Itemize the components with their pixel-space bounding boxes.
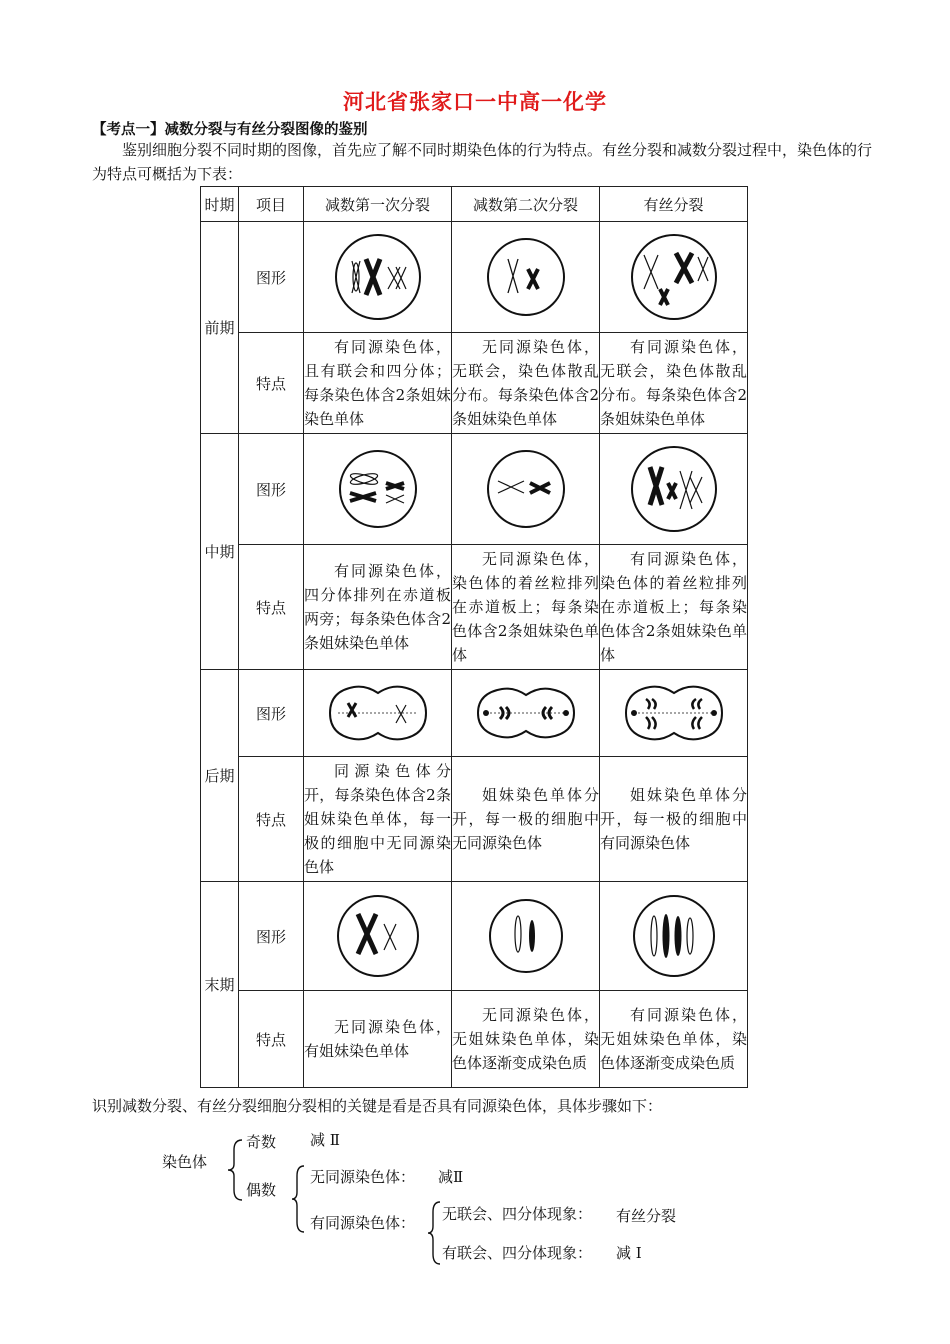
feature-cell: [452, 545, 600, 670]
period-prophase: 前期: [201, 222, 239, 434]
feature-cell: [600, 333, 748, 434]
figure-cell: [452, 670, 600, 757]
feature-cell: [304, 333, 452, 434]
tree-odd: 奇数: [246, 1133, 277, 1151]
intro-paragraph: 鉴别细胞分裂不同时期的图像，首先应了解不同时期染色体的行为特点。有丝分裂和减数分裂过程中，染色体的行为特点可概括为下表：: [92, 141, 873, 183]
comparison-table: [200, 186, 748, 1088]
feature-text: 姐妹染色单体分开，每一极的细胞中无同源染色体: [452, 786, 599, 852]
feature-cell: [304, 757, 452, 882]
fig-label: 图形: [239, 222, 304, 333]
feature-cell: [304, 991, 452, 1088]
feature-text: 有同源染色体，四分体排列在赤道板两旁；每条染色体含2条姐妹染色单体: [304, 562, 451, 652]
tree-has-synapsis: 有联会、四分体现象：: [442, 1244, 593, 1262]
anaphase-meiosis2-figure: [474, 683, 578, 743]
feature-text: 有同源染色体，染色体的着丝粒排列在赤道板上；每条染色体含2条姐妹染色单体: [600, 550, 747, 664]
feature-text: 有同源染色体，无姐妹染色单体，染色体逐渐变成染色质: [600, 1006, 747, 1072]
figure-cell: [452, 222, 600, 333]
page-title: 河北省张家口一中高一化学: [343, 90, 607, 114]
feature-text: 无同源染色体，无姐妹染色单体，染色体逐渐变成染色质: [452, 1006, 599, 1072]
figure-cell: [304, 434, 452, 545]
header-item: 项目: [239, 187, 304, 222]
feature-text: 无同源染色体，有姐妹染色单体: [304, 1018, 451, 1060]
prophase-meiosis2-figure: [478, 231, 574, 323]
feature-cell: [452, 333, 600, 434]
figure-cell: [452, 882, 600, 991]
fig-label: 图形: [239, 882, 304, 991]
telophase-meiosis1-figure: [330, 890, 426, 982]
feature-cell: [452, 991, 600, 1088]
header-period: 时期: [201, 187, 239, 222]
feature-cell: [600, 991, 748, 1088]
feature-cell: [452, 757, 600, 882]
tree-no-synapsis: 无联会、四分体现象：: [442, 1205, 593, 1223]
period-anaphase: 后期: [201, 670, 239, 882]
tree-has-homolog: 有同源染色体：: [310, 1214, 416, 1232]
feature-text: 无同源染色体，无联会，染色体散乱分布。每条染色体含2条姐妹染色单体: [452, 338, 599, 428]
period-telophase: 末期: [201, 882, 239, 1088]
feature-cell: [600, 757, 748, 882]
fig-label: 图形: [239, 670, 304, 757]
fig-label: 图形: [239, 434, 304, 545]
feature-text: 无同源染色体，染色体的着丝粒排列在赤道板上；每条染色体含2条姐妹染色单体: [452, 550, 599, 664]
feature-text: 有同源染色体，且有联会和四分体；每条染色体含2条姐妹染色单体: [304, 338, 451, 428]
header-meiosis-2: 减数第二次分裂: [452, 187, 600, 222]
figure-cell: [304, 882, 452, 991]
tree-even: 偶数: [246, 1181, 277, 1199]
section-heading: 【考点一】减数分裂与有丝分裂图像的鉴别: [92, 122, 368, 138]
feature-text: 同源染色体分开，每条染色体含2条姐妹染色单体，每一极的细胞中无同源染色体: [304, 762, 451, 876]
anaphase-mitosis-figure: [622, 683, 726, 743]
feature-text: 有同源染色体，无联会，染色体散乱分布。每条染色体含2条姐妹染色单体: [600, 338, 747, 428]
figure-cell: [304, 670, 452, 757]
header-mitosis: 有丝分裂: [600, 187, 748, 222]
tree-has-synapsis-result: 减 Ⅰ: [616, 1244, 642, 1262]
brace-root: [226, 1138, 244, 1202]
brace-has-homolog: [426, 1200, 442, 1266]
telophase-meiosis2-figure: [478, 890, 574, 982]
header-meiosis-1: 减数第一次分裂: [304, 187, 452, 222]
figure-cell: [600, 222, 748, 333]
metaphase-meiosis2-figure: [478, 443, 574, 535]
tree-no-homolog-result: 减Ⅱ: [438, 1168, 464, 1186]
feature-text: 姐妹染色单体分开，每一极的细胞中有同源染色体: [600, 786, 747, 852]
tree-no-synapsis-result: 有丝分裂: [616, 1207, 677, 1225]
figure-cell: [600, 670, 748, 757]
period-metaphase: 中期: [201, 434, 239, 670]
anaphase-meiosis1-figure: [326, 683, 430, 743]
figure-cell: [600, 434, 748, 545]
figure-cell: [304, 222, 452, 333]
metaphase-meiosis1-figure: [330, 443, 426, 535]
feat-label: 特点: [239, 991, 304, 1088]
feat-label: 特点: [239, 333, 304, 434]
prophase-mitosis-figure: [626, 231, 722, 323]
feature-cell: [304, 545, 452, 670]
tree-no-homolog: 无同源染色体：: [310, 1168, 416, 1186]
prophase-meiosis1-figure: [330, 231, 426, 323]
metaphase-mitosis-figure: [626, 443, 722, 535]
feature-cell: [600, 545, 748, 670]
feat-label: 特点: [239, 545, 304, 670]
feat-label: 特点: [239, 757, 304, 882]
telophase-mitosis-figure: [626, 890, 722, 982]
tree-root: 染色体: [162, 1153, 208, 1171]
brace-even: [290, 1164, 306, 1234]
figure-cell: [452, 434, 600, 545]
tree-odd-result: 减 Ⅱ: [310, 1131, 340, 1149]
summary-text: 识别减数分裂、有丝分裂细胞分裂相的关键是看是否具有同源染色体，具体步骤如下：: [92, 1097, 663, 1115]
figure-cell: [600, 882, 748, 991]
